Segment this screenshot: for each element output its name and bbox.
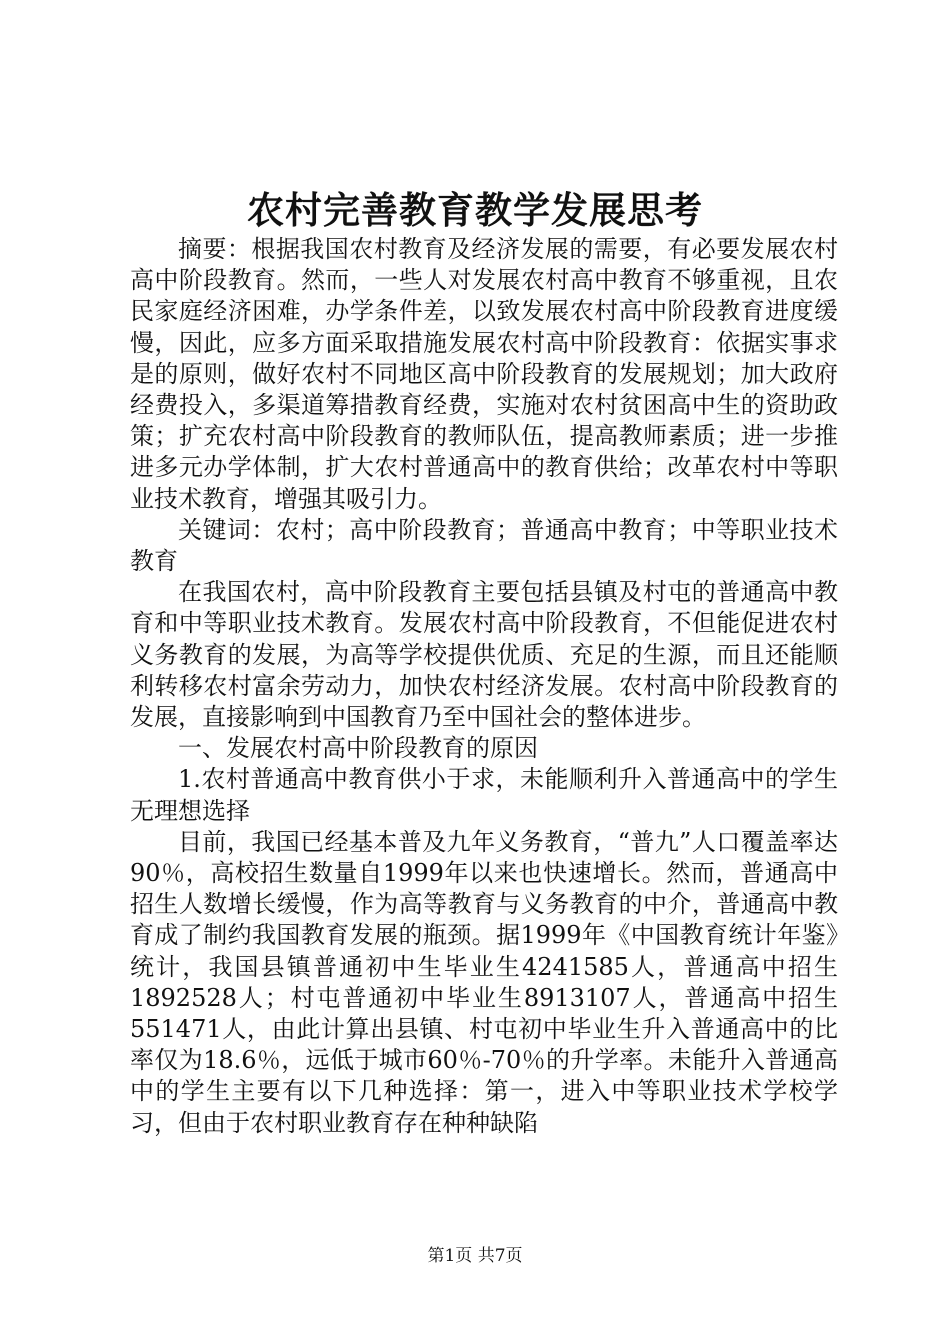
document-title: 农村完善教育教学发展思考 bbox=[247, 188, 703, 232]
keywords-paragraph: 关键词：农村；高中阶段教育；普通高中教育；中等职业技术教育 bbox=[130, 515, 838, 576]
page-number-footer: 第1页 共7页 bbox=[427, 1246, 523, 1266]
body-paragraph: 目前，我国已经基本普及九年义务教育，“普九”人口覆盖率达90％，高校招生数量自1999年以来也快速增长。然而，普通高中招生人数增长缓慢，作为高等教育与义务教育的中介，普通高中教育成了制约我国教育发展的瓶颈。据1999年《中国教育统计年鉴》统计，我国县镇普通初中生毕业生4241585人，普通高中招生1892528人；村屯普通初中毕业生8913107人，普通高中招生551471人，由此计算出县镇、村屯初中毕业生升入普通高中的比率仅为18.6％，远低于城市60％-70％的升学率。未能升入普通高中的学生主要有以下几种选择：第一，进入中等职业技术学校学习，但由于农村职业教育存在种种缺陷 bbox=[130, 827, 838, 1137]
abstract-paragraph: 摘要：根据我国农村教育及经济发展的需要，有必要发展农村高中阶段教育。然而，一些人对发展农村高中教育不够重视，且农民家庭经济困难，办学条件差，以致发展农村高中阶段教育进度缓慢，因此，应多方面采取措施发展农村高中阶段教育：依据实事求是的原则，做好农村不同地区高中阶段教育的发展规划；加大政府经费投入，多渠道筹措教育经费，实施对农村贫困高中生的资助政策；扩充农村高中阶段教育的教师队伍，提高教师素质；进一步推进多元办学体制，扩大农村普通高中的教育供给；改革农村中等职业技术教育，增强其吸引力。 bbox=[130, 235, 838, 513]
section-heading: 一、发展农村高中阶段教育的原因 bbox=[178, 734, 538, 763]
document-body bbox=[130, 234, 838, 1139]
intro-paragraph: 在我国农村，高中阶段教育主要包括县镇及村屯的普通高中教育和中等职业技术教育。发展农村高中阶段教育，不但能促进农村义务教育的发展，为高等学校提供优质、充足的生源，而且还能顺利转移农村富余劳动力，加快农村经济发展。农村高中阶段教育的发展，直接影响到中国教育乃至中国社会的整体进步。 bbox=[130, 578, 838, 732]
subsection-heading: 1.农村普通高中教育供小于求，未能顺利升入普通高中的学生无理想选择 bbox=[130, 765, 838, 825]
